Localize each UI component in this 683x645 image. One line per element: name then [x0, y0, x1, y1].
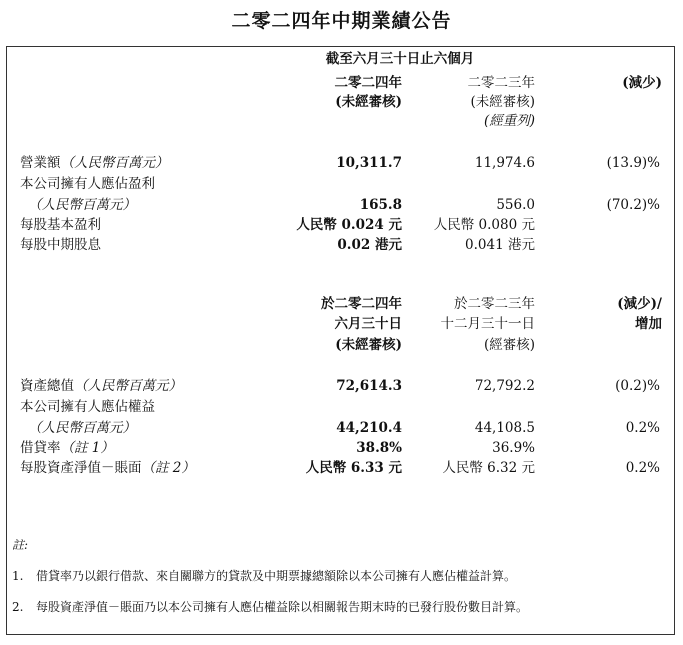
revenue-2023: 11,974.6	[474, 155, 535, 171]
col-2023-restated: (經重列)	[483, 113, 535, 129]
gearing-2024: 38.8%	[356, 440, 402, 456]
notes-heading: 註:	[12, 538, 29, 552]
dividend-label: 每股中期股息	[20, 237, 101, 253]
revenue-label: 營業額（人民幣百萬元）	[20, 155, 169, 171]
col-2024-audit: (未經審核)	[335, 94, 402, 110]
col2-2023-line3: (經審核)	[483, 337, 535, 353]
profit-unit: （人民幣百萬元）	[28, 197, 136, 213]
assets-2024: 72,614.3	[336, 378, 402, 394]
profit-2024: 165.8	[359, 197, 402, 213]
col2-2024-line2: 六月三十日	[334, 316, 402, 332]
equity-2024: 44,210.4	[336, 420, 402, 436]
col-2024-year: 二零二四年	[334, 75, 402, 91]
note-1-text: 借貸率乃以銀行借款、來自關聯方的貸款及中期票據總額除以本公司擁有人應佔權益計算。	[36, 569, 517, 583]
note-2-text: 每股資產淨值－賬面乃以本公司擁有人應佔權益除以相關報告期末時的已發行股份數目計算。	[36, 600, 529, 614]
eps-2024: 人民幣 0.024 元	[296, 217, 402, 233]
col2-2024-line3: (未經審核)	[335, 337, 402, 353]
gearing-2023: 36.9%	[492, 440, 535, 456]
nav-label: 每股資產淨值－賬面（註 2）	[20, 460, 195, 476]
nav-2024: 人民幣 6.33 元	[305, 460, 402, 476]
col-2023-audit: (未經審核)	[470, 94, 535, 110]
col2-change-line1: (減少)/	[617, 296, 662, 312]
eps-label: 每股基本盈利	[20, 217, 101, 233]
profit-change: (70.2)%	[606, 197, 660, 213]
revenue-change: (13.9)%	[606, 155, 660, 171]
col-change: (減少)	[622, 75, 662, 91]
equity-change: 0.2%	[625, 420, 660, 436]
equity-2023: 44,108.5	[474, 420, 535, 436]
col2-change-line2: 增加	[635, 316, 662, 332]
dividend-2023: 0.041 港元	[465, 237, 535, 253]
assets-2023: 72,792.2	[474, 378, 535, 394]
assets-label: 資產總值（人民幣百萬元）	[20, 378, 182, 394]
gearing-label: 借貸率（註 1）	[20, 440, 114, 456]
col2-2023-line1: 於二零二三年	[454, 296, 535, 312]
profit-label: 本公司擁有人應佔盈利	[20, 176, 155, 192]
col2-2024-line1: 於二零二四年	[321, 296, 402, 312]
profit-2023: 556.0	[496, 197, 535, 213]
col2-2023-line2: 十二月三十一日	[440, 316, 535, 332]
assets-change: (0.2)%	[615, 378, 660, 394]
note-2-number: 2.	[12, 600, 24, 614]
period-header: 截至六月三十日止六個月	[325, 51, 475, 67]
dividend-2024: 0.02 港元	[337, 237, 402, 253]
nav-change: 0.2%	[625, 460, 660, 476]
col-2023-year: 二零二三年	[467, 75, 535, 91]
equity-unit: （人民幣百萬元）	[28, 420, 136, 436]
page-title: 二零二四年中期業績公告	[231, 10, 452, 32]
nav-2023: 人民幣 6.32 元	[442, 460, 535, 476]
equity-label: 本公司擁有人應佔權益	[20, 399, 155, 415]
note-1-number: 1.	[12, 569, 24, 583]
revenue-2024: 10,311.7	[336, 155, 402, 171]
eps-2023: 人民幣 0.080 元	[433, 217, 535, 233]
